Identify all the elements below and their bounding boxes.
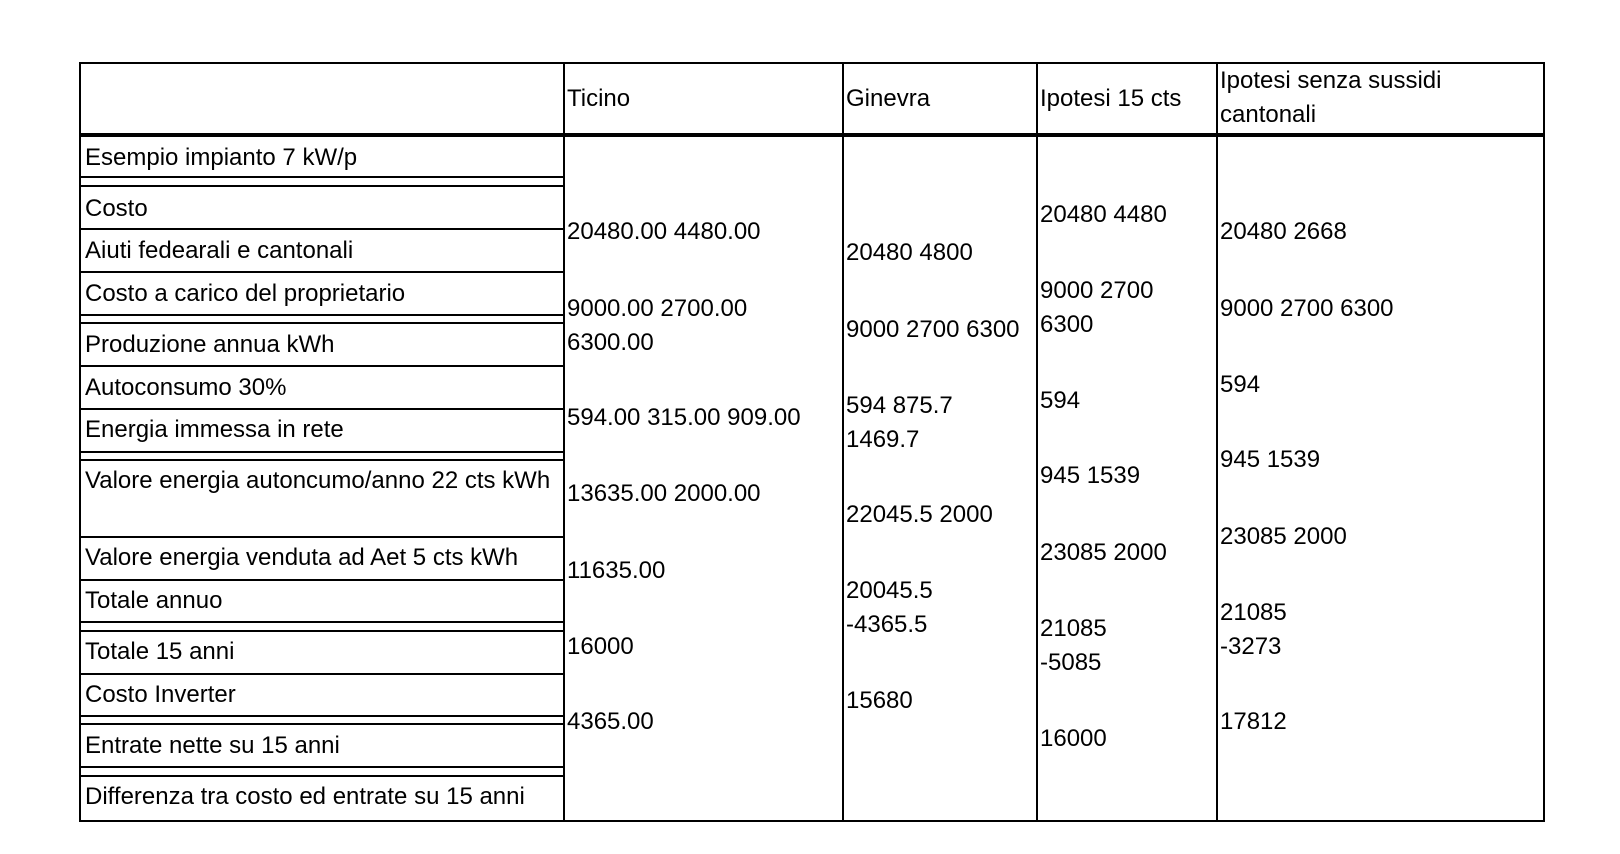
row-label: Differenza tra costo ed entrate su 15 anni [85,783,525,810]
row-rule [79,723,564,725]
ticino-value: 11635.00 [567,557,666,584]
row-rule [79,673,564,675]
row-label: Costo Inverter [85,681,236,708]
row-rule [79,451,564,453]
ipotesi15-value: 20480 4480 [1040,201,1167,228]
ticino-value: 13635.00 2000.00 [567,480,761,507]
column-divider-ginevra [842,62,844,822]
row-rule [79,459,564,461]
ticino-value: 4365.00 [567,708,654,735]
row-label: Aiuti fedearali e cantonali [85,237,354,264]
senza-sussidi-value: 20480 2668 [1220,218,1347,245]
row-rule [79,228,564,230]
row-label: Produzione annua kWh [85,331,335,358]
ipotesi15-value: -5085 [1040,649,1102,676]
senza-sussidi-value: 9000 2700 6300 [1220,295,1394,322]
row-label: Totale 15 anni [85,638,235,665]
header-ipotesi-15-cts: Ipotesi 15 cts [1040,85,1182,112]
ipotesi15-value: 9000 2700 [1040,277,1154,304]
row-rule [79,579,564,581]
row-rule [79,536,564,538]
header-ticino: Ticino [567,85,631,112]
ginevra-value: -4365.5 [846,611,928,638]
senza-sussidi-value: 23085 2000 [1220,523,1347,550]
header-ipotesi-senza-sussidi: Ipotesi senza sussidi cantonali [1220,67,1442,128]
row-label: Valore energia venduta ad Aet 5 cts kWh [85,544,519,571]
senza-sussidi-value: 21085 [1220,599,1287,626]
column-divider-senza-sussidi [1216,62,1218,822]
ginevra-value: 20480 4800 [846,239,973,266]
row-label: Energia immessa in rete [85,416,344,443]
senza-sussidi-value: -3273 [1220,633,1282,660]
row-label: Costo a carico del proprietario [85,280,406,307]
row-rule [79,314,564,316]
row-label: Esempio impianto 7 kW/p [85,144,358,171]
header-ginevra: Ginevra [846,85,931,112]
row-rule [79,621,564,623]
ginevra-value: 15680 [846,687,913,714]
senza-sussidi-value: 17812 [1220,708,1287,735]
row-rule [79,408,564,410]
ginevra-value: 20045.5 [846,577,933,604]
row-rule [79,775,564,777]
row-label: Entrate nette su 15 anni [85,732,340,759]
header-rule [79,133,1545,137]
ticino-value: 6300.00 [567,329,654,356]
row-rule [79,365,564,367]
row-rule [79,185,564,187]
ticino-value: 594.00 315.00 909.00 [567,404,801,431]
ticino-value: 9000.00 2700.00 [567,295,748,322]
ticino-value: 20480.00 4480.00 [567,218,761,245]
row-rule [79,766,564,768]
row-rule [79,715,564,717]
ginevra-value: 9000 2700 6300 [846,316,1020,343]
senza-sussidi-value: 594 [1220,371,1261,398]
ipotesi15-value: 21085 [1040,615,1107,642]
row-label: Totale annuo [85,587,223,614]
column-divider-ipotesi15 [1036,62,1038,822]
ipotesi15-value: 594 [1040,387,1081,414]
ticino-value: 16000 [567,633,634,660]
row-label: Autoconsumo 30% [85,374,287,401]
ginevra-value: 1469.7 [846,426,920,453]
senza-sussidi-value: 945 1539 [1220,446,1321,473]
row-rule [79,630,564,632]
ipotesi15-value: 16000 [1040,725,1107,752]
row-label: Valore energia autoncumo/anno 22 cts kWh [85,467,551,494]
row-rule [79,271,564,273]
ginevra-value: 594 875.7 [846,392,953,419]
ipotesi15-value: 6300 [1040,311,1094,338]
ipotesi15-value: 945 1539 [1040,462,1141,489]
ginevra-value: 22045.5 2000 [846,501,993,528]
row-rule [79,322,564,324]
row-rule [79,176,564,178]
row-label: Costo [85,195,148,222]
ipotesi15-value: 23085 2000 [1040,539,1167,566]
